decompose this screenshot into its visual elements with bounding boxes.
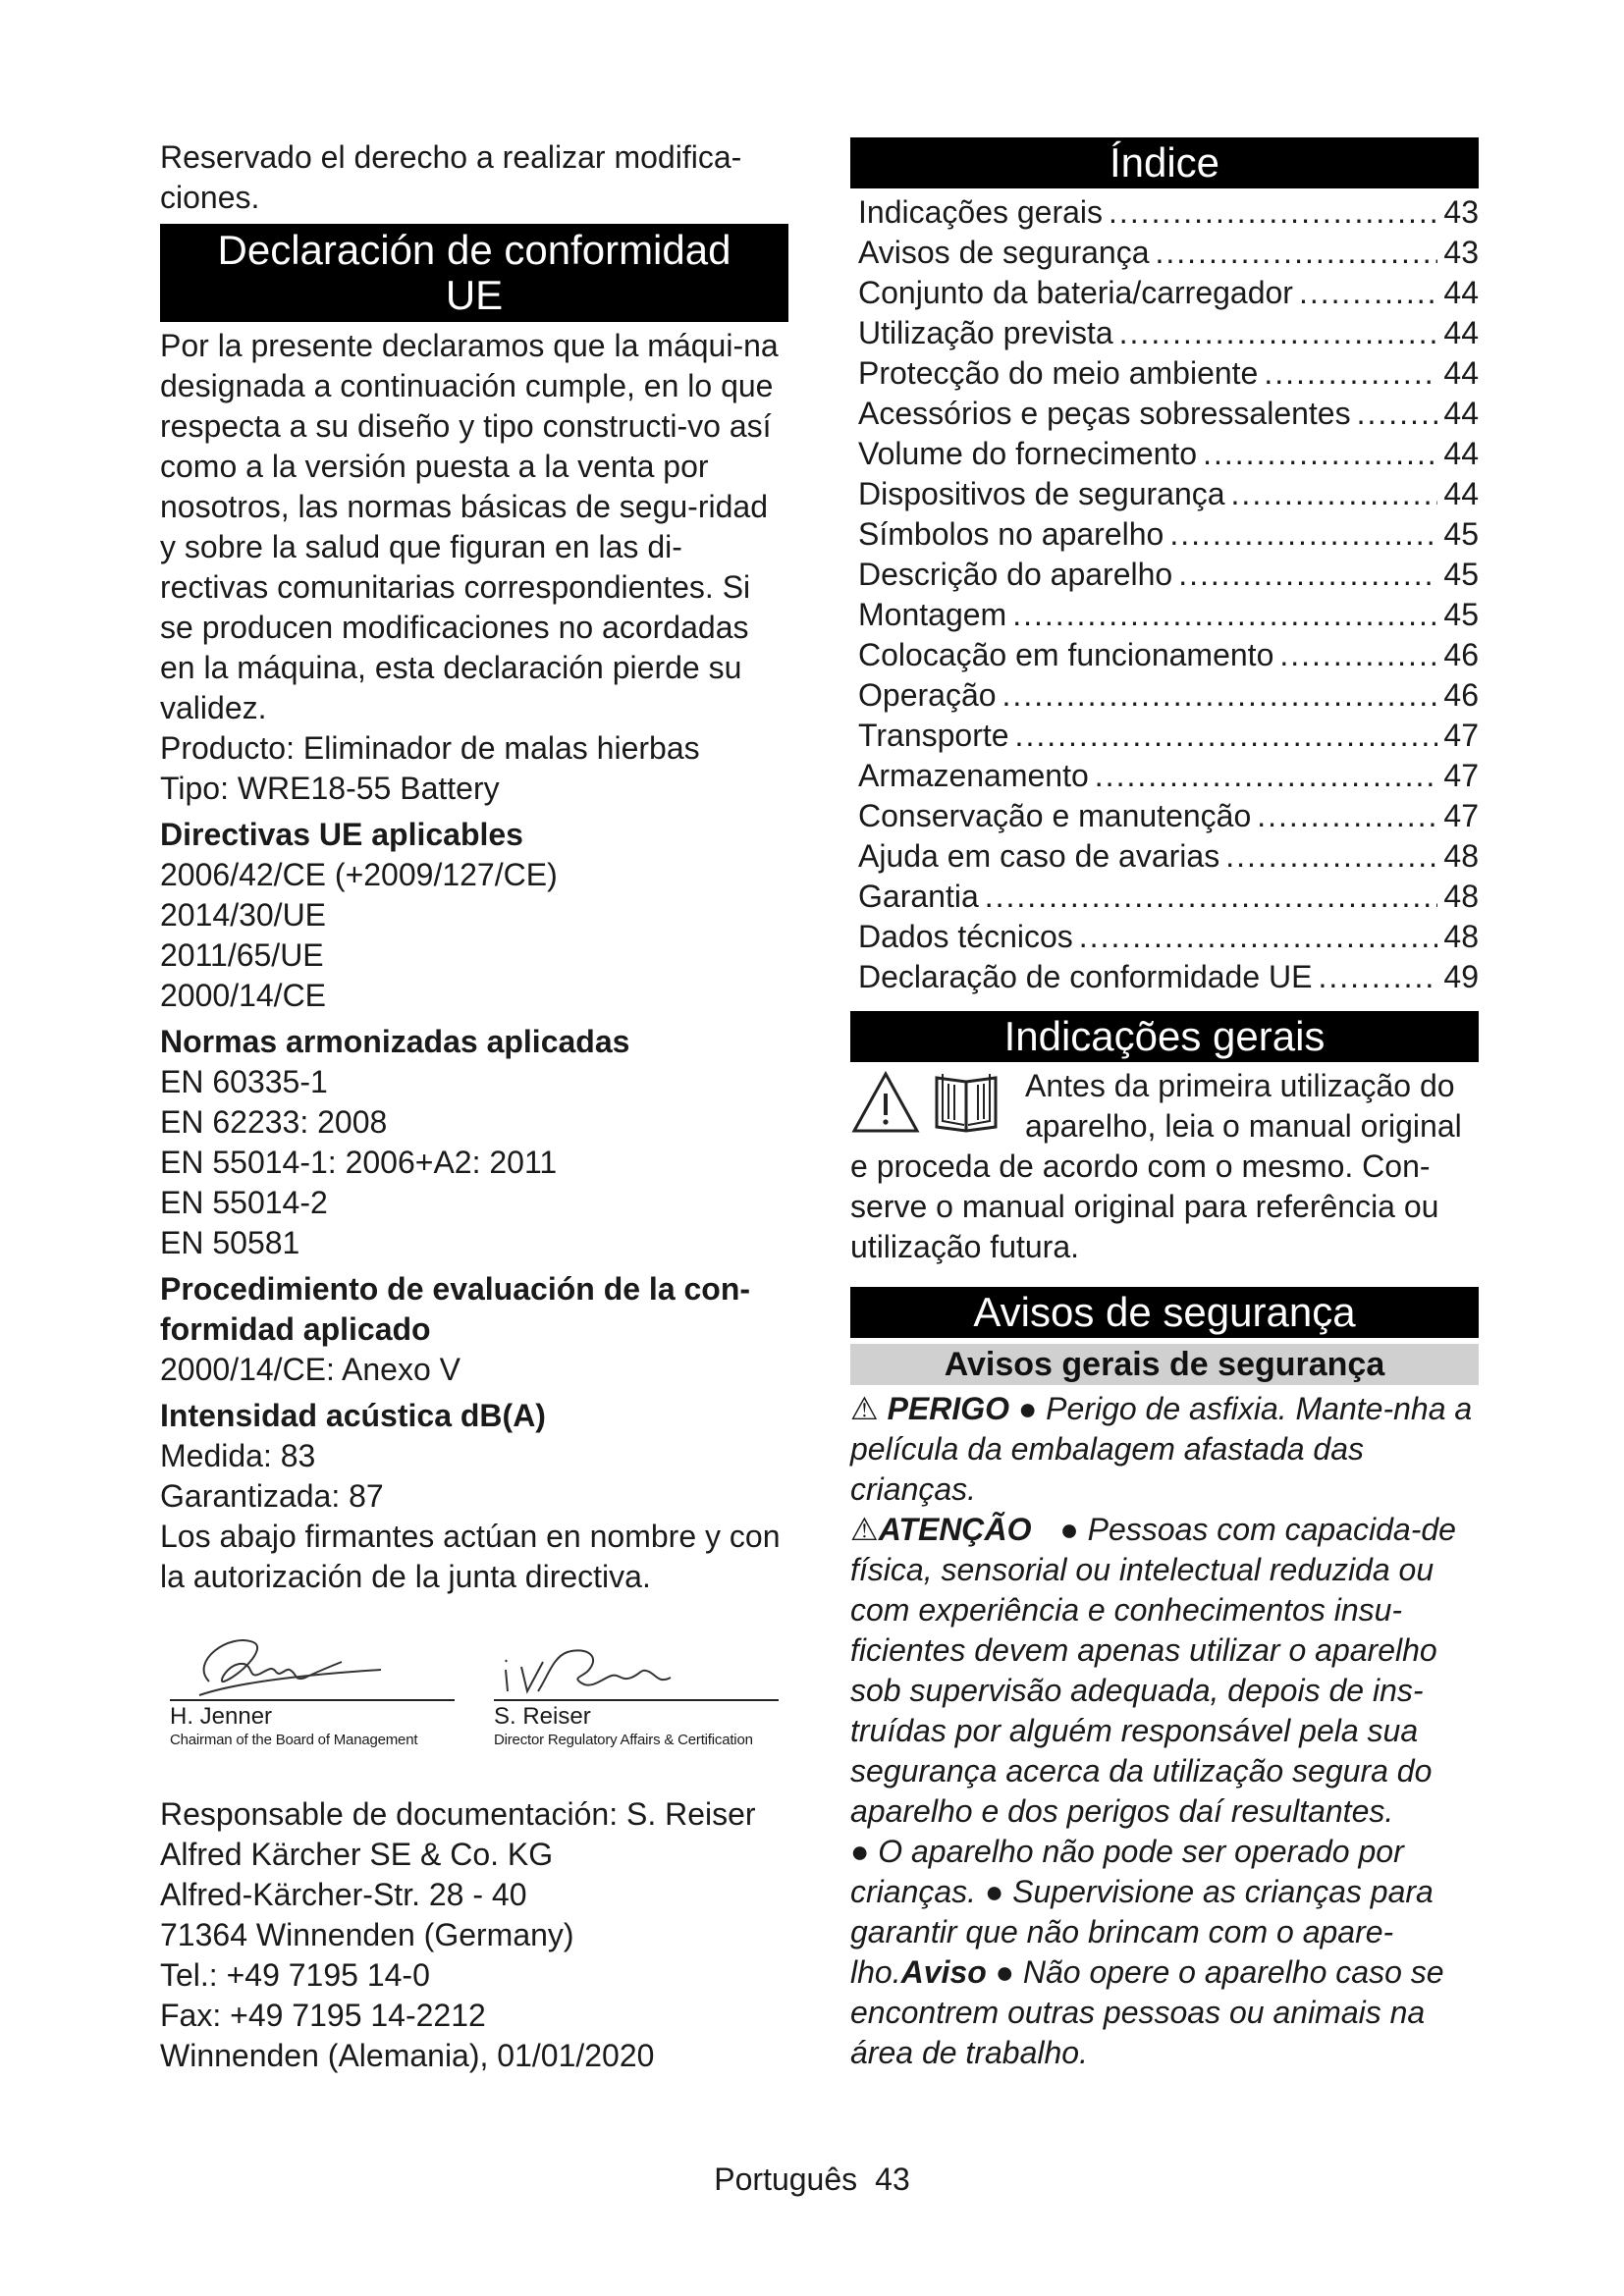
- declaration-title-line-2: UE: [445, 272, 504, 318]
- children-text-1: O aparelho não pode ser operado por crianças.: [850, 1834, 1404, 1909]
- toc-entry-page: 45: [1443, 516, 1479, 552]
- toc-leader: [1155, 233, 1437, 273]
- norm-item: EN 55014-2: [160, 1185, 328, 1220]
- sound-heading: Intensidad acústica dB(A): [160, 1398, 546, 1433]
- norm-item: EN 50581: [160, 1225, 300, 1260]
- reserved-note: Reservado el derecho a realizar modifica-ciones.: [160, 139, 742, 215]
- product-line: Producto: Eliminador de malas hierbas: [160, 730, 700, 766]
- index-heading: Índice: [850, 137, 1479, 188]
- toc-entry-page: 47: [1443, 798, 1479, 833]
- general-text-rest: e proceda de acordo com o mesmo. Con-serve o manual original para referência ou utilização futura.: [850, 1148, 1439, 1264]
- toc-leader: [1231, 474, 1438, 514]
- toc-leader: [1318, 957, 1437, 997]
- toc-entry[interactable]: [858, 555, 1479, 595]
- toc-entry-title: Símbolos no aparelho: [858, 516, 1164, 552]
- footer-page-number: 43: [875, 2162, 910, 2197]
- toc-leader: [1095, 756, 1438, 796]
- general-intro: [850, 1066, 1479, 1267]
- bullet-icon: ●: [984, 1874, 1004, 1909]
- toc-entry-page: 43: [1443, 235, 1479, 270]
- toc-entry-page: 44: [1443, 476, 1479, 511]
- directive-item: 2006/42/CE (+2009/127/CE): [160, 857, 558, 892]
- toc-entry-page: 45: [1443, 557, 1479, 592]
- declaration-heading: [160, 224, 788, 322]
- warning-triangle-icon: [850, 1070, 921, 1135]
- company-tel: Tel.: +49 7195 14-0: [160, 1957, 430, 1993]
- bullet-icon: ●: [850, 1834, 870, 1869]
- toc-leader: [1012, 595, 1437, 635]
- sound-measured: Medida: 83: [160, 1438, 316, 1473]
- danger-text: Perigo de asfixia. Mante-nha a película da embalagem afastada das crianças.: [850, 1391, 1473, 1507]
- toc-entry-title: Dispositivos de segurança: [858, 476, 1225, 511]
- warning-small-icon: ⚠: [850, 1512, 879, 1547]
- procedure-value: 2000/14/CE: Anexo V: [160, 1352, 460, 1387]
- toc-entry-title: Declaração de conformidade UE: [858, 959, 1313, 994]
- toc-entry[interactable]: [858, 756, 1479, 796]
- toc-entry-page: 43: [1443, 194, 1479, 230]
- toc-entry[interactable]: [858, 353, 1479, 394]
- directives-heading: Directivas UE aplicables: [160, 817, 523, 852]
- toc-entry-page: 48: [1443, 919, 1479, 954]
- signature-name: H. Jenner: [170, 1703, 273, 1730]
- signature-name: S. Reiser: [494, 1703, 591, 1730]
- company-fax: Fax: +49 7195 14-2212: [160, 1998, 486, 2033]
- safety-heading: Avisos de segurança: [850, 1287, 1479, 1338]
- toc-entry[interactable]: [858, 836, 1479, 877]
- footer-language: Português: [714, 2162, 858, 2197]
- toc-leader: [1178, 555, 1437, 595]
- norms-heading: Normas armonizadas aplicadas: [160, 1024, 630, 1059]
- left-column: [160, 137, 788, 2076]
- toc-entry-title: Montagem: [858, 597, 1007, 632]
- toc-entry-title: Descrição do aparelho: [858, 557, 1173, 592]
- danger-warning: [850, 1389, 1479, 1510]
- toc-entry-title: Acessórios e peças sobressalentes: [858, 396, 1351, 431]
- bullet-icon: ●: [1059, 1512, 1079, 1547]
- toc-entry-title: Transporte: [858, 718, 1009, 753]
- signature-line: [170, 1699, 455, 1701]
- toc-leader: [1169, 514, 1437, 555]
- toc-entry-title: Armazenamento: [858, 758, 1089, 793]
- attention-warning: [850, 1510, 1479, 1832]
- toc-leader: [1015, 716, 1438, 756]
- signature-jenner: [170, 1623, 455, 1750]
- norm-item: EN 62233: 2008: [160, 1104, 388, 1140]
- toc-entry[interactable]: [858, 514, 1479, 555]
- children-text-2: Supervisione as crianças para garantir que não brincam com o apare-lho.: [850, 1874, 1434, 1990]
- toc-leader: [1203, 434, 1437, 474]
- toc-entry[interactable]: [858, 434, 1479, 474]
- safety-subheading: Avisos gerais de segurança: [850, 1344, 1479, 1385]
- toc-entry-page: 46: [1443, 637, 1479, 672]
- toc-entry-title: Conjunto da bateria/carregador: [858, 275, 1293, 310]
- toc-leader: [1002, 675, 1438, 716]
- toc-entry-page: 49: [1443, 959, 1479, 994]
- toc-entry-title: Operação: [858, 677, 997, 713]
- toc-entry[interactable]: [858, 595, 1479, 635]
- page-footer: [0, 2160, 1624, 2199]
- signature-line: [494, 1699, 779, 1701]
- toc-entry[interactable]: [858, 957, 1479, 997]
- toc-entry[interactable]: [858, 796, 1479, 836]
- general-text-line-2: aparelho, leia o manual original: [1025, 1108, 1462, 1144]
- attention-text: Pessoas com capacida-de física, sensorial ou intelectual reduzida ou com experiência e conhecimentos insu-ficientes devem apenas utilizar o aparelho sob supervisão adequada, depois de ins-truídas por alguém responsável pela sua segurança acerca da utilização segura do aparelho e dos perigos daí resultantes.: [850, 1512, 1456, 1829]
- intro-icons: [850, 1070, 1001, 1135]
- signature-role: Director Regulatory Affairs & Certification: [494, 1732, 753, 1748]
- toc-entry-page: 46: [1443, 677, 1479, 713]
- type-line: Tipo: WRE18-55 Battery: [160, 771, 500, 806]
- signature-block: [160, 1623, 788, 1794]
- toc-entry-page: 44: [1443, 315, 1479, 350]
- toc-entry-page: 47: [1443, 718, 1479, 753]
- bullet-icon: ●: [995, 1954, 1014, 1990]
- toc-entry-title: Utilização prevista: [858, 315, 1113, 350]
- table-of-contents: [850, 192, 1479, 997]
- toc-entry-title: Volume do fornecimento: [858, 436, 1198, 471]
- toc-entry[interactable]: [858, 192, 1479, 233]
- procedure-heading: Procedimiento de evaluación de la con-formidad aplicado: [160, 1271, 751, 1347]
- declaration-title-line-1: Declaración de conformidad: [217, 227, 731, 273]
- children-warning: [850, 1832, 1479, 2073]
- bullet-icon: ●: [1017, 1391, 1038, 1426]
- toc-entry[interactable]: [858, 917, 1479, 957]
- toc-entry-title: Colocação em funcionamento: [858, 637, 1274, 672]
- danger-label: PERIGO: [887, 1391, 1010, 1426]
- toc-entry[interactable]: [858, 394, 1479, 434]
- toc-leader: [1299, 273, 1437, 313]
- toc-leader: [1225, 836, 1437, 877]
- signatories-text: Los abajo firmantes actúan en nombre y con la autorización de la junta directiva.: [160, 1519, 781, 1594]
- toc-leader: [1109, 192, 1437, 233]
- toc-entry-title: Conservação e manutenção: [858, 798, 1252, 833]
- toc-entry[interactable]: [858, 635, 1479, 675]
- toc-entry-title: Dados técnicos: [858, 919, 1073, 954]
- toc-entry-page: 44: [1443, 275, 1479, 310]
- right-column: [850, 137, 1479, 2073]
- directive-item: 2014/30/UE: [160, 897, 327, 933]
- toc-leader: [1279, 635, 1437, 675]
- place-date: Winnenden (Alemania), 01/01/2020: [160, 2038, 655, 2073]
- manual-book-icon: [931, 1070, 1001, 1135]
- toc-leader: [1119, 313, 1438, 353]
- general-text-line-1: Antes da primeira utilização do: [1025, 1068, 1455, 1103]
- toc-entry-title: Ajuda em caso de avarias: [858, 838, 1220, 874]
- sound-guaranteed: Garantizada: 87: [160, 1478, 384, 1514]
- doc-responsible: Responsable de documentación: S. Reiser: [160, 1796, 756, 1832]
- declaration-text: Por la presente declaramos que la máqui-na designada a continuación cumple, en lo que respecta a su diseño y tipo constructi-vo así como a la versión puesta a la venta por nosotros, las normas básicas de segu-ridad y sobre la salud que figuran en las di-rectivas comunitarias correspondientes. Si se producen modificaciones no acordadas en la máquina, esta declaración pierde su validez.: [160, 328, 779, 725]
- toc-entry-title: Protecção do meio ambiente: [858, 355, 1259, 391]
- norm-item: EN 60335-1: [160, 1064, 328, 1099]
- toc-entry[interactable]: [858, 474, 1479, 514]
- directive-item: 2011/65/UE: [160, 937, 324, 973]
- toc-leader: [1257, 796, 1437, 836]
- toc-entry-title: Avisos de segurança: [858, 235, 1150, 270]
- toc-entry[interactable]: [858, 233, 1479, 273]
- toc-leader: [1079, 917, 1438, 957]
- signature-role: Chairman of the Board of Management: [170, 1732, 418, 1748]
- toc-entry-page: 48: [1443, 838, 1479, 874]
- toc-entry-page: 44: [1443, 355, 1479, 391]
- signature-reiser-image: [494, 1623, 710, 1699]
- toc-leader: [985, 877, 1438, 917]
- signature-reiser: [494, 1623, 779, 1750]
- notice-text: Não opere o aparelho caso se encontrem outras pessoas ou animais na área de trabalho.: [850, 1954, 1444, 2070]
- toc-entry[interactable]: [858, 313, 1479, 353]
- toc-entry-title: Garantia: [858, 879, 979, 914]
- toc-entry[interactable]: [858, 273, 1479, 313]
- toc-entry-page: 44: [1443, 436, 1479, 471]
- company-city: 71364 Winnenden (Germany): [160, 1917, 574, 1952]
- toc-entry-page: 48: [1443, 879, 1479, 914]
- toc-entry[interactable]: [858, 716, 1479, 756]
- toc-entry-page: 45: [1443, 597, 1479, 632]
- signature-jenner-image: [170, 1623, 396, 1699]
- toc-entry[interactable]: [858, 675, 1479, 716]
- company-street: Alfred-Kärcher-Str. 28 - 40: [160, 1877, 527, 1912]
- toc-entry-page: 44: [1443, 396, 1479, 431]
- directive-item: 2000/14/CE: [160, 978, 327, 1013]
- company-name: Alfred Kärcher SE & Co. KG: [160, 1837, 554, 1872]
- toc-entry-title: Indicações gerais: [858, 194, 1104, 230]
- notice-label: Aviso: [900, 1954, 987, 1990]
- toc-leader: [1264, 353, 1437, 394]
- general-heading: Indicações gerais: [850, 1011, 1479, 1062]
- norm-item: EN 55014-1: 2006+A2: 2011: [160, 1145, 558, 1180]
- warning-small-icon: ⚠: [850, 1391, 879, 1426]
- toc-leader: [1357, 394, 1438, 434]
- toc-entry[interactable]: [858, 877, 1479, 917]
- attention-label: ATENÇÃO: [878, 1512, 1032, 1547]
- toc-entry-page: 47: [1443, 758, 1479, 793]
